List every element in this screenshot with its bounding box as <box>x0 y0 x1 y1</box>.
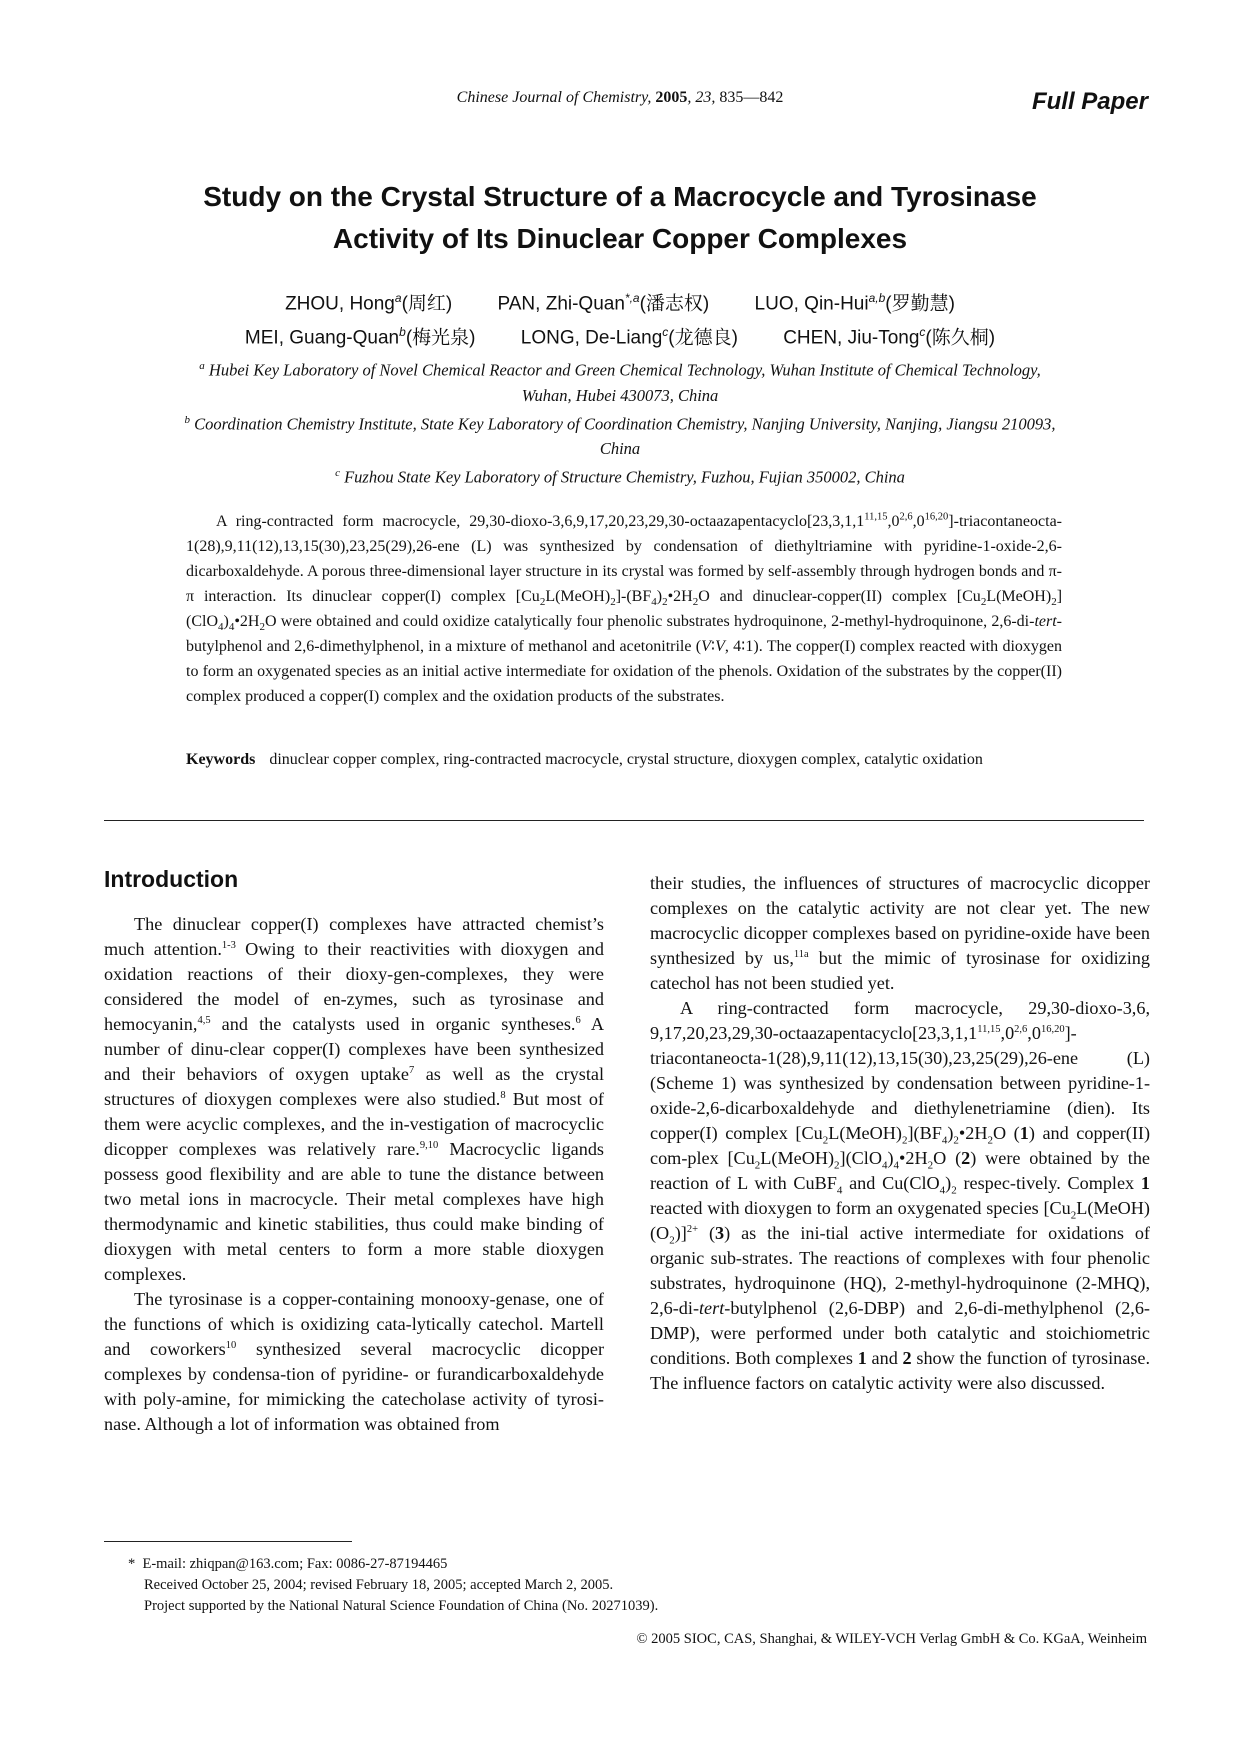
author: LUO, Qin-Hui$^{a,b}$(罗勤慧) <box>754 291 955 315</box>
section-heading: Introduction <box>104 866 239 892</box>
keywords: Keywords dinuclear copper complex, ring-contracted macrocycle, crystal structure, dioxygen complex, catalytic oxidation <box>186 751 983 768</box>
author: PAN, Zhi-Quan$^{*,a}$(潘志权) <box>497 291 710 315</box>
footnote-support: Project supported by the National Natural Science Foundation of China (No. 20271039). <box>144 1598 659 1614</box>
affiliation: $^c$ Fuzhou State Key Laboratory of Structure Chemistry, Fuzhou, Fujian 350002, China <box>335 467 905 487</box>
paragraph: A ring-contracted form macrocycle, 29,30-dioxo-3,6, 9,17,20,23,29,30-octaazapentacyclo[23,3,1,1$^{11,15}$,0$^{2,6}$,0$^{16,20}$]-triacontaneocta-1(28),9,11(12),13,15(30),23,25(29),26-ene (L) (Scheme 1) was synthesized by condensation between pyridine-1-oxide-2,6-dicarboxaldehyde and diethylenetriamine (dien). Its copper(I) complex $[Cu_2L(MeOH)_2](BF_4)_2•2H_2O$ (1) and copper(II) com-plex $[Cu_2L(MeOH)_2](ClO_4)_4•2H_2O$ (2) were obtained by the reaction of L with CuBF$_4$ and $Cu(ClO_4)_2$ respec-tively. Complex 1 reacted with dioxygen to form an oxygenated species $[Cu_2L(MeOH)(O_2)]^{2+}$ (3) as the ini-tial active intermediate for oxidations of organic sub-strates. The reactions of complexes with four phenolic substrates, hydroquinone (HQ), 2-methyl-hydroquinone (2-MHQ), 2,6-di-tert-butylphenol (2,6-DBP) and 2,6-di-methylphenol (2,6-DMP), were performed under both catalytic and stoichiometric conditions. Both complexes 1 and 2 show the function of tyrosinase. The influence factors on catalytic activity were also discussed. <box>650 998 1151 1393</box>
footnote <box>128 1554 1028 1617</box>
affiliation: $^a$ Hubei Key Laboratory of Novel Chemical Reactor and Green Chemical Technology, Wuhan Institute of Chemical Technology, Wuhan, Hubei 430073, China <box>199 360 1041 405</box>
body-column-left <box>104 912 604 1437</box>
article-type: Full Paper <box>1031 88 1148 115</box>
paragraph: their studies, the influences of structures of macrocyclic dicopper complexes on the catalytic activity are not clear yet. The new macrocyclic dicopper complexes based on pyridine-oxide have been synthesized by us,$^{11a}$ but the mimic of tyrosinase for oxidizing catechol has not been studied yet. <box>650 873 1150 993</box>
body-column-right <box>650 871 1150 1396</box>
journal-citation: Chinese Journal of Chemistry, 2005, 23, 835—842 <box>456 89 784 106</box>
copyright-notice: © 2005 SIOC, CAS, Shanghai, & WILEY-VCH Verlag GmbH & Co. KGaA, Weinheim <box>636 1631 1147 1647</box>
paper-title: Study on the Crystal Structure of a Macrocycle and Tyrosinase Activity of Its Dinuclear Copper Complexes <box>203 181 1037 254</box>
footnote-received: Received October 25, 2004; revised February 18, 2005; accepted March 2, 2005. <box>144 1577 614 1593</box>
author: ZHOU, Hong$^a$(周红) <box>285 291 453 315</box>
author-list <box>150 284 1090 353</box>
footnote-divider <box>104 1541 352 1542</box>
abstract: A ring-contracted form macrocycle, 29,30-dioxo-3,6,9,17,20,23,29,30-octaazapentacyclo[23,3,1,1$^{11,15}$,0$^{2,6}$,0$^{16,20}$]-triacontaneocta-1(28),9,11(12),13,15(30),23,25(29),26-ene (L) was synthesized by condensation of diethyltriamine with pyridine-1-oxide-2,6-dicarboxaldehyde. A porous three-dimensional layer structure in its crystal was formed by self-assembly through hydrogen bonds and π-π interaction. Its dinuclear copper(I) complex $[Cu_2L(MeOH)_2]-(BF_4)_2•2H_2O$ and dinuclear-copper(II) complex $[Cu_2L(MeOH)_2](ClO_4)_4•2H_2O$ were obtained and could oxidize catalytically four phenolic substrates hydroquinone, 2-methyl-hydroquinone, 2,6-di-tert-butylphenol and 2,6-dimethylphenol, in a mixture of methanol and acetonitrile (V∶V, 4∶1). The copper(I) complex reacted with dioxygen to form an oxygenated species as an initial active intermediate for oxidation of the phenols. Oxidation of the substrates by the copper(II) complex produced a copper(I) complex and the oxidation products of the substrates. <box>186 511 1063 705</box>
author: LONG, De-Liang$^c$(龙德良) <box>520 325 738 349</box>
paragraph: The tyrosinase is a copper-containing monooxy-genase, one of the functions of which is oxidizing cata-lytically catechol. Martell and coworkers$^{10}$ synthesized several macrocyclic dicopper complexes by condensa-tion of pyridine- or furandicarboxaldehyde with poly-amine, for mimicking the catecholase activity of tyrosi-nase. Although a lot of information was obtained from <box>104 1289 605 1434</box>
affiliation: $^b$ Coordination Chemistry Institute, State Key Laboratory of Coordination Chemistry, Nanjing University, Nanjing, Jiangsu 210093, China <box>184 413 1056 458</box>
footnote-email: * E-mail: zhiqpan@163.com; Fax: 0086-27-87194465 <box>128 1556 448 1572</box>
section-divider <box>104 820 1144 821</box>
author: MEI, Guang-Quan$^b$(梅光泉) <box>244 325 476 349</box>
affiliations <box>180 354 1060 490</box>
paragraph: The dinuclear copper(I) complexes have attracted chemist’s much attention.$^{1-3}$ Owing to their reactivities with dioxygen and oxidation reactions of their dioxy-gen-complexes, they were considered the model of en-zymes, such as tyrosinase and hemocyanin,$^{4,5}$ and the catalysts used in organic syntheses.$^6$ A number of dinu-clear copper(I) complexes have been synthesized and their behaviors of oxygen uptake$^7$ as well as the crystal structures of dioxygen complexes were also studied.$^8$ But most of them were acyclic complexes, and the in-vestigation of macrocyclic dicopper complexes was relatively rare.$^{9,10}$ Macrocyclic ligands possess good flexibility and are able to tune the distance between two metal ions in macrocycle. Their metal complexes have high thermodynamic and kinetic stabilities, thus could make binding of dioxygen with metal centers to form a more stable dioxygen complexes. <box>104 914 604 1284</box>
author: CHEN, Jiu-Tong$^c$(陈久桐) <box>783 325 996 349</box>
